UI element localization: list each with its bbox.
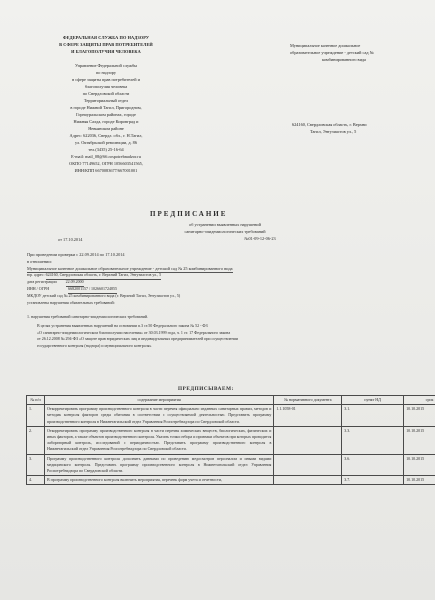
authority-line: ул. Октябрьской революции, д. 86 bbox=[75, 140, 137, 145]
legal-address-value: 624160, Свердловская область, г. Верхний Тагил, Энтузиастов ул., 5 bbox=[46, 272, 162, 280]
inn-value: 6682001157 / 1026601724855 bbox=[68, 286, 117, 294]
period-to-label: по bbox=[99, 252, 105, 257]
row-content: Программу производственного контроля дополнить данными по проведению медосмотров персоналом и иными видами медицинского контроля. Представить программу производственного контроля в Нижнетагильский отдел Управления Роспотребнадзора по Свердловской области. bbox=[44, 454, 273, 476]
row-num: 4. bbox=[27, 476, 45, 485]
row-clause: 3.1. bbox=[342, 405, 404, 427]
authority-spacer bbox=[46, 55, 166, 62]
inspection-period bbox=[27, 251, 435, 258]
subtitle-line: санитарно-эпидемиологических требований bbox=[184, 229, 266, 234]
found-line: установлены нарушения обязательных требований: bbox=[27, 300, 115, 305]
authority-block bbox=[46, 34, 166, 174]
authority-line: ФЕДЕРАЛЬНАЯ СЛУЖБА ПО НАДЗОРУ bbox=[62, 35, 150, 40]
recipient-address bbox=[292, 121, 435, 135]
row-clause: 3.6. bbox=[342, 454, 404, 476]
row-content: Откорректировать программу производственного контроля в части перечня официально изданных санитарных правил, методов и методик контроля факторов среды обитания в соответствии с осуществляемой деятельностью. Представить программу производственного контроля в Нижнетагильский отдел Управления Роспотребнадзора по Свердловской области. bbox=[44, 405, 273, 427]
row-num: 1. bbox=[27, 405, 45, 427]
inn-label: ИНН / ОГРН bbox=[27, 286, 50, 291]
authority-line: Управление Федеральной службы bbox=[74, 63, 138, 68]
header-clause: пункт НД bbox=[342, 396, 404, 405]
inspection-place: МКДОУ детский сад № 25 комбинированного вида (г. Верхний Тагил, Энтузиастов ул., 5) bbox=[27, 293, 181, 298]
recipient-address-line: 624160, Свердловская область, г. Верхни bbox=[292, 122, 367, 127]
order-line: «О санитарно-эпидемиологическом благополучии населения» от 30.03.1999 года, ч. 1 ст. 17 Федерального закона bbox=[37, 329, 231, 335]
authority-line: Горноуральском районах, городе bbox=[76, 112, 136, 117]
subject-name: Муниципальное казенное дошкольное образовательное учреждение - детский сад № 25 комбинированного вида bbox=[27, 266, 233, 271]
row-doc bbox=[274, 426, 342, 454]
header-term: срок bbox=[404, 396, 435, 405]
regdate-label: дата регистрации bbox=[27, 279, 57, 284]
recipient-line: Муниципальное казенное дошкольное bbox=[290, 43, 361, 48]
row-clause: 3.3. bbox=[342, 426, 404, 454]
authority-line: E-mail: mail_08@66.rospotrebnadzor.ru bbox=[71, 154, 141, 159]
header-content: содержание мероприятия bbox=[44, 396, 273, 405]
table-row bbox=[27, 426, 435, 454]
row-doc bbox=[274, 454, 342, 476]
in-relation-label: в отношении: bbox=[27, 259, 52, 264]
row-term: 10.10.2015 bbox=[404, 454, 435, 476]
row-term: 10.10.2015 bbox=[404, 405, 435, 427]
row-term: 10.10.2015 bbox=[404, 476, 435, 485]
authority-line: в городе Нижний Тагил, Пригородном, bbox=[70, 105, 142, 110]
row-term: 10.10.2015 bbox=[404, 426, 435, 454]
document-number: №01-09-12-06-23 bbox=[244, 236, 276, 241]
row-content: В программу производственного контроля включить мероприятия, перечень форм учета и отчетности, bbox=[44, 476, 273, 485]
regdate-value: 22.09.2000 bbox=[66, 279, 84, 287]
order-line: от 26.12.2008 № 294-ФЗ «О защите прав юридических лиц и индивидуальных предпринимателей при осуществлении bbox=[37, 336, 238, 342]
legal-address-label: юр. адрес: bbox=[27, 272, 45, 277]
row-content: Откорректировать программу производственного контроля в части перечня химических веществ, биологических, физических и иных факторов, а также объектов производственного контроля. Указать точки отбора и признаки объектов при которых проводится лабораторный контроль, исследований с периодичностью. Представить программу производственного контроля в Нижнетагильский отдел Управления Роспотребнадзора по Свердловской области. bbox=[44, 426, 273, 454]
authority-line: Невьянском районе bbox=[88, 126, 124, 131]
subtitle-line: об устранении выявленных нарушений bbox=[189, 222, 261, 227]
authority-line: в сфере защиты прав потребителей и bbox=[72, 77, 140, 82]
period-to: 17.10.2014 bbox=[105, 252, 125, 257]
row-doc bbox=[274, 476, 342, 485]
authority-line: И БЛАГОПОЛУЧИЯ ЧЕЛОВЕКА bbox=[71, 49, 141, 54]
authority-line: по Свердловской области bbox=[82, 91, 130, 96]
table-header-row bbox=[27, 396, 435, 405]
row-num: 3. bbox=[27, 454, 45, 476]
period-from: 22.09.2014 bbox=[79, 252, 99, 257]
row-num: 2. bbox=[27, 426, 45, 454]
table-row bbox=[27, 405, 435, 427]
recipient-block bbox=[290, 42, 435, 63]
authority-line: Территориальный отдел bbox=[83, 98, 129, 103]
recipient-address-line: Тагил, Энтузиастов ул., 5 bbox=[310, 129, 357, 134]
authority-line: Адрес: 622036, Свердл. обл., г. Н.Тагил, bbox=[69, 133, 143, 138]
authority-line: благополучия человека bbox=[84, 84, 128, 89]
authority-line: ИНН/КПП 6670083677/667001001 bbox=[74, 168, 138, 173]
order-line: В целях устранения выявленных нарушений на основании п.3 ст.50 Федерального закона № 52 - ФЗ bbox=[37, 323, 208, 328]
table-row bbox=[27, 454, 435, 476]
authority-line: В СФЕРЕ ЗАЩИТЫ ПРАВ ПОТРЕБИТЕЛЕЙ bbox=[59, 42, 153, 47]
authority-line: по надзору bbox=[95, 70, 117, 75]
document-subtitle bbox=[120, 221, 330, 242]
order-paragraph bbox=[37, 323, 435, 349]
table-row bbox=[27, 476, 435, 485]
violation-line: 1. нарушения требований санитарно-эпидемиологических требований. bbox=[27, 314, 148, 319]
header-doc: № нормативного документа bbox=[274, 396, 342, 405]
row-clause: 3.7. bbox=[342, 476, 404, 485]
prescribes-heading: ПРЕДПИСЫВАЕМ: bbox=[178, 386, 234, 392]
document-title: ПРЕДПИСАНИЕ bbox=[150, 210, 228, 218]
recipient-line: образовательное учреждение - детский сад № bbox=[290, 50, 374, 55]
authority-line: тел.(3435) 25-16-64 bbox=[88, 147, 124, 152]
header-num: № п/п bbox=[27, 396, 45, 405]
row-doc: 1.1.1058-01 bbox=[274, 405, 342, 427]
recipient-line: комбинированного вида bbox=[322, 57, 366, 62]
period-label: При проведении проверки с bbox=[27, 252, 79, 257]
authority-line: Нижняя Салда, городе Кировград и bbox=[73, 119, 139, 124]
order-line: государственного контроля (надзора) и муниципального контроля» bbox=[37, 342, 152, 348]
document-date: от 17.10.2014 bbox=[58, 237, 83, 242]
authority-line: ОКПО 77149652, ОГРН 1056603541565, bbox=[69, 161, 143, 166]
prescription-table bbox=[26, 395, 435, 485]
